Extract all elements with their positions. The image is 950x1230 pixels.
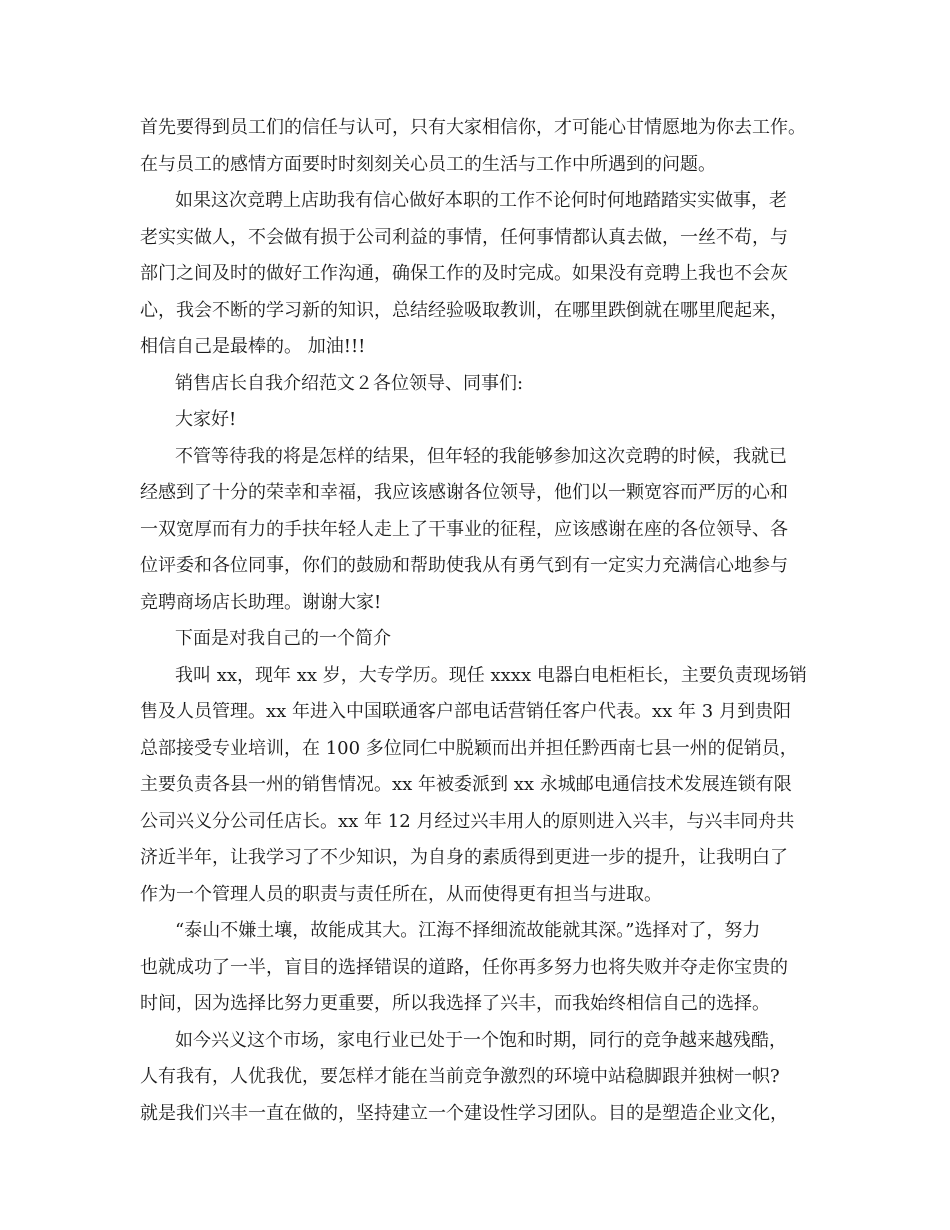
text-line: 我叫 xx，现年 xx 岁，大专学历。现任 xxxx 电器白电柜柜长，主要负责现场销 bbox=[175, 665, 807, 686]
text-line: “泰山不嫌土壤，故能成其大。江海不择细流故能就其深。”选择对了，努力 bbox=[175, 920, 761, 941]
text-line: 一双宽厚而有力的手扶年轻人走上了干事业的征程，应该感谢在座的各位领导、各 bbox=[140, 519, 788, 540]
text-line: 如今兴义这个市场，家电行业已处于一个饱和时期，同行的竞争越来越残酷， bbox=[175, 1030, 787, 1051]
text-line: 时间，因为选择比努力更重要，所以我选择了兴丰，而我始终相信自己的选择。 bbox=[140, 993, 770, 1014]
text-line: 老实实做人，不会做有损于公司利益的事情，任何事情都认真去做，一丝不苟，与 bbox=[140, 227, 788, 248]
text-line: 下面是对我自己的一个简介 bbox=[175, 628, 391, 649]
text-line: 就是我们兴丰一直在做的，坚持建立一个建设性学习团队。目的是塑造企业文化， bbox=[140, 1103, 788, 1124]
text-line: 如果这次竞聘上店助我有信心做好本职的工作不论何时何地踏踏实实做事，老 bbox=[175, 190, 787, 211]
text-line: 首先要得到员工们的信任与认可，只有大家相信你，才可能心甘情愿地为你去工作。 bbox=[140, 117, 806, 138]
text-line: 总部接受专业培训，在 100 多位同仁中脱颖而出并担任黔西南七县一州的促销员， bbox=[140, 738, 798, 759]
text-line: 经感到了十分的荣幸和幸福，我应该感谢各位领导，他们以一颗宽容而严厉的心和 bbox=[140, 482, 788, 503]
text-line: 作为一个管理人员的职责与责任所在，从而使得更有担当与进取。 bbox=[140, 884, 662, 905]
text-line: 公司兴义分公司任店长。xx 年 12 月经过兴丰用人的原则进入兴丰，与兴丰同舟共 bbox=[140, 811, 795, 832]
text-line: 心，我会不断的学习新的知识，总结经验吸取教训，在哪里跌倒就在哪里爬起来， bbox=[140, 300, 788, 321]
text-line: 济近半年，让我学习了不少知识，为自身的素质得到更进一步的提升，让我明白了 bbox=[140, 847, 788, 868]
text-line: 人有我有，人优我优，要怎样才能在当前竞争激烈的环境中站稳脚跟并独树一帜? bbox=[140, 1066, 780, 1087]
text-line: 相信自己是最棒的。 加油!!! bbox=[140, 336, 366, 357]
text-line: 也就成功了一半，盲目的选择错误的道路，任你再多努力也将失败并夺走你宝贵的 bbox=[140, 957, 788, 978]
text-line: 销售店长自我介绍范文２各位领导、同事们: bbox=[175, 373, 524, 394]
text-line: 位评委和各位同事，你们的鼓励和帮助使我从有勇气到有一定实力充满信心地参与 bbox=[140, 555, 788, 576]
text-line: 部门之间及时的做好工作沟通，确保工作的及时完成。如果没有竞聘上我也不会灰 bbox=[140, 263, 788, 284]
text-line: 主要负责各县一州的销售情况。xx 年被委派到 xx 永城邮电通信技术发展连锁有限 bbox=[140, 774, 792, 795]
text-line: 大家好! bbox=[175, 409, 237, 430]
text-line: 在与员工的感情方面要时时刻刻关心员工的生活与工作中所遇到的问题。 bbox=[140, 154, 716, 175]
text-line: 售及人员管理。xx 年进入中国联通客户部电话营销任客户代表。xx 年 3 月到贵阳 bbox=[140, 701, 791, 722]
text-line: 不管等待我的将是怎样的结果，但年轻的我能够参加这次竞聘的时候，我就已 bbox=[175, 446, 787, 467]
text-line: 竞聘商场店长助理。谢谢大家! bbox=[140, 592, 382, 613]
